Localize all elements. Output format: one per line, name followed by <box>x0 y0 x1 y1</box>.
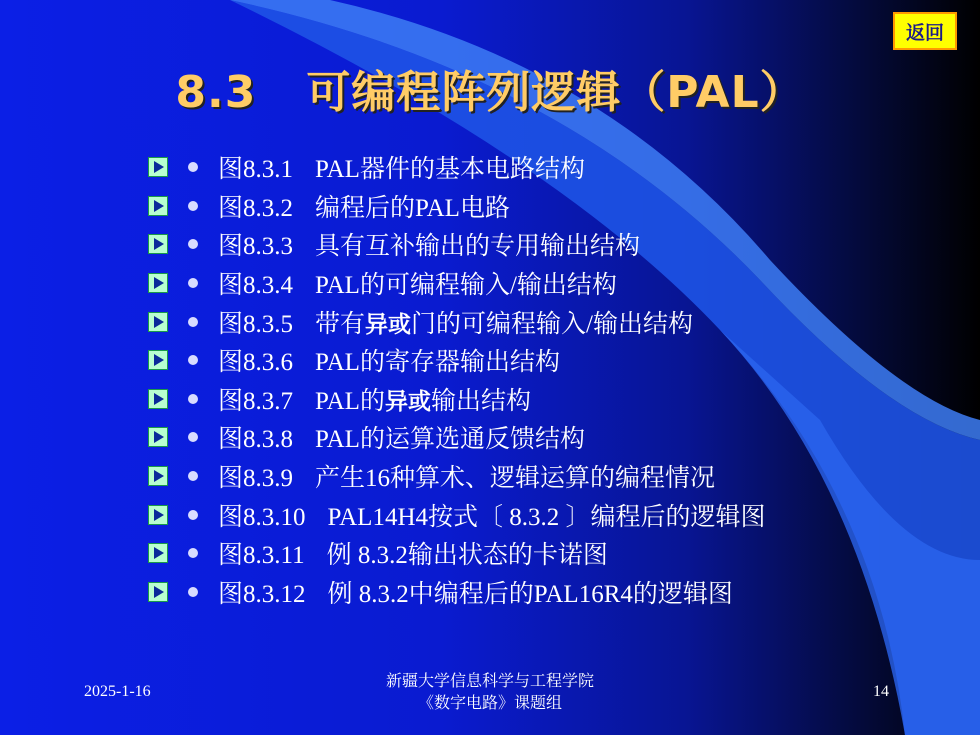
list-item <box>148 302 766 341</box>
bullet-icon <box>188 432 198 442</box>
figure-link[interactable] <box>218 574 733 610</box>
bullet-icon <box>188 471 198 481</box>
back-button[interactable]: 返回 <box>893 12 957 50</box>
bullet-icon <box>188 239 198 249</box>
play-arrow-icon[interactable] <box>148 505 168 525</box>
bullet-icon <box>188 394 198 404</box>
figure-caption: PAL14H4按式〔 8.3.2 〕编程后的逻辑图 <box>327 503 766 531</box>
list-item <box>148 534 766 573</box>
figure-link[interactable] <box>218 342 560 378</box>
figure-link[interactable] <box>218 497 766 533</box>
list-item <box>148 457 766 496</box>
bullet-icon <box>188 201 198 211</box>
figure-link[interactable] <box>218 188 510 224</box>
list-item <box>148 573 766 612</box>
figure-link[interactable] <box>218 381 531 417</box>
play-arrow-icon[interactable] <box>148 350 168 370</box>
figure-caption: PAL的运算选通反馈结构 <box>315 426 585 454</box>
section-number: 8.3 <box>175 67 257 118</box>
figure-id: 图8.3.5 <box>218 310 294 338</box>
list-item <box>148 264 766 303</box>
figure-id: 图8.3.8 <box>218 426 294 454</box>
play-arrow-icon[interactable] <box>148 234 168 254</box>
list-item <box>148 225 766 264</box>
play-arrow-icon[interactable] <box>148 466 168 486</box>
figure-caption: 产生16种算术、逻辑运算的编程情况 <box>315 465 716 493</box>
figure-id: 图8.3.3 <box>218 233 294 261</box>
footer-organization <box>340 671 640 715</box>
play-arrow-icon[interactable] <box>148 582 168 602</box>
figure-list <box>148 148 766 611</box>
play-arrow-icon[interactable] <box>148 196 168 216</box>
figure-caption: 编程后的PAL电路 <box>315 194 510 222</box>
play-arrow-icon[interactable] <box>148 312 168 332</box>
figure-caption-tail: 输出结构 <box>430 387 531 415</box>
figure-link[interactable] <box>218 149 585 185</box>
list-item <box>148 148 766 187</box>
play-arrow-icon[interactable] <box>148 273 168 293</box>
bullet-icon <box>188 355 198 365</box>
list-item <box>148 341 766 380</box>
figure-link[interactable] <box>218 535 608 571</box>
footer-date: 2025-1-16 <box>84 683 151 700</box>
figure-caption-bold: 异或 <box>384 388 431 415</box>
play-arrow-icon[interactable] <box>148 389 168 409</box>
figure-id: 图8.3.10 <box>218 503 306 531</box>
figure-caption: 带有 <box>315 310 366 338</box>
list-item <box>148 495 766 534</box>
figure-id: 图8.3.9 <box>218 465 294 493</box>
figure-id: 图8.3.11 <box>218 542 305 570</box>
bullet-icon <box>188 548 198 558</box>
bullet-icon <box>188 510 198 520</box>
bullet-icon <box>188 162 198 172</box>
bullet-icon <box>188 278 198 288</box>
page-title <box>0 56 980 120</box>
play-arrow-icon[interactable] <box>148 543 168 563</box>
figure-caption: PAL的可编程输入/输出结构 <box>315 272 617 300</box>
footer-org-line2: 《数字电路》课题组 <box>417 695 562 712</box>
figure-id: 图8.3.1 <box>218 156 294 184</box>
play-arrow-icon[interactable] <box>148 427 168 447</box>
figure-caption: PAL的 <box>315 387 385 415</box>
footer-org-line1: 新疆大学信息科学与工程学院 <box>385 673 594 690</box>
list-item <box>148 380 766 419</box>
figure-id: 图8.3.7 <box>218 387 294 415</box>
figure-caption: 例 8.3.2中编程后的PAL16R4的逻辑图 <box>327 580 733 608</box>
figure-id: 图8.3.12 <box>218 580 306 608</box>
figure-caption-bold: 异或 <box>365 311 412 338</box>
list-item <box>148 418 766 457</box>
figure-caption-tail: 门的可编程输入/输出结构 <box>411 310 693 338</box>
figure-link[interactable] <box>218 226 640 262</box>
figure-id: 图8.3.6 <box>218 349 294 377</box>
figure-caption: 例 8.3.2输出状态的卡诺图 <box>326 542 608 570</box>
figure-caption: PAL的寄存器输出结构 <box>315 349 560 377</box>
figure-link[interactable] <box>218 458 715 494</box>
section-title: 可编程阵列逻辑（PAL） <box>306 67 805 118</box>
list-item <box>148 187 766 226</box>
figure-link[interactable] <box>218 419 585 455</box>
figure-link[interactable] <box>218 304 693 340</box>
figure-id: 图8.3.4 <box>218 272 294 300</box>
figure-caption: PAL器件的基本电路结构 <box>315 156 585 184</box>
figure-id: 图8.3.2 <box>218 194 294 222</box>
bullet-icon <box>188 587 198 597</box>
page-number: 14 <box>873 683 889 700</box>
play-arrow-icon[interactable] <box>148 157 168 177</box>
bullet-icon <box>188 317 198 327</box>
figure-caption: 具有互补输出的专用输出结构 <box>315 233 641 261</box>
figure-link[interactable] <box>218 265 617 301</box>
